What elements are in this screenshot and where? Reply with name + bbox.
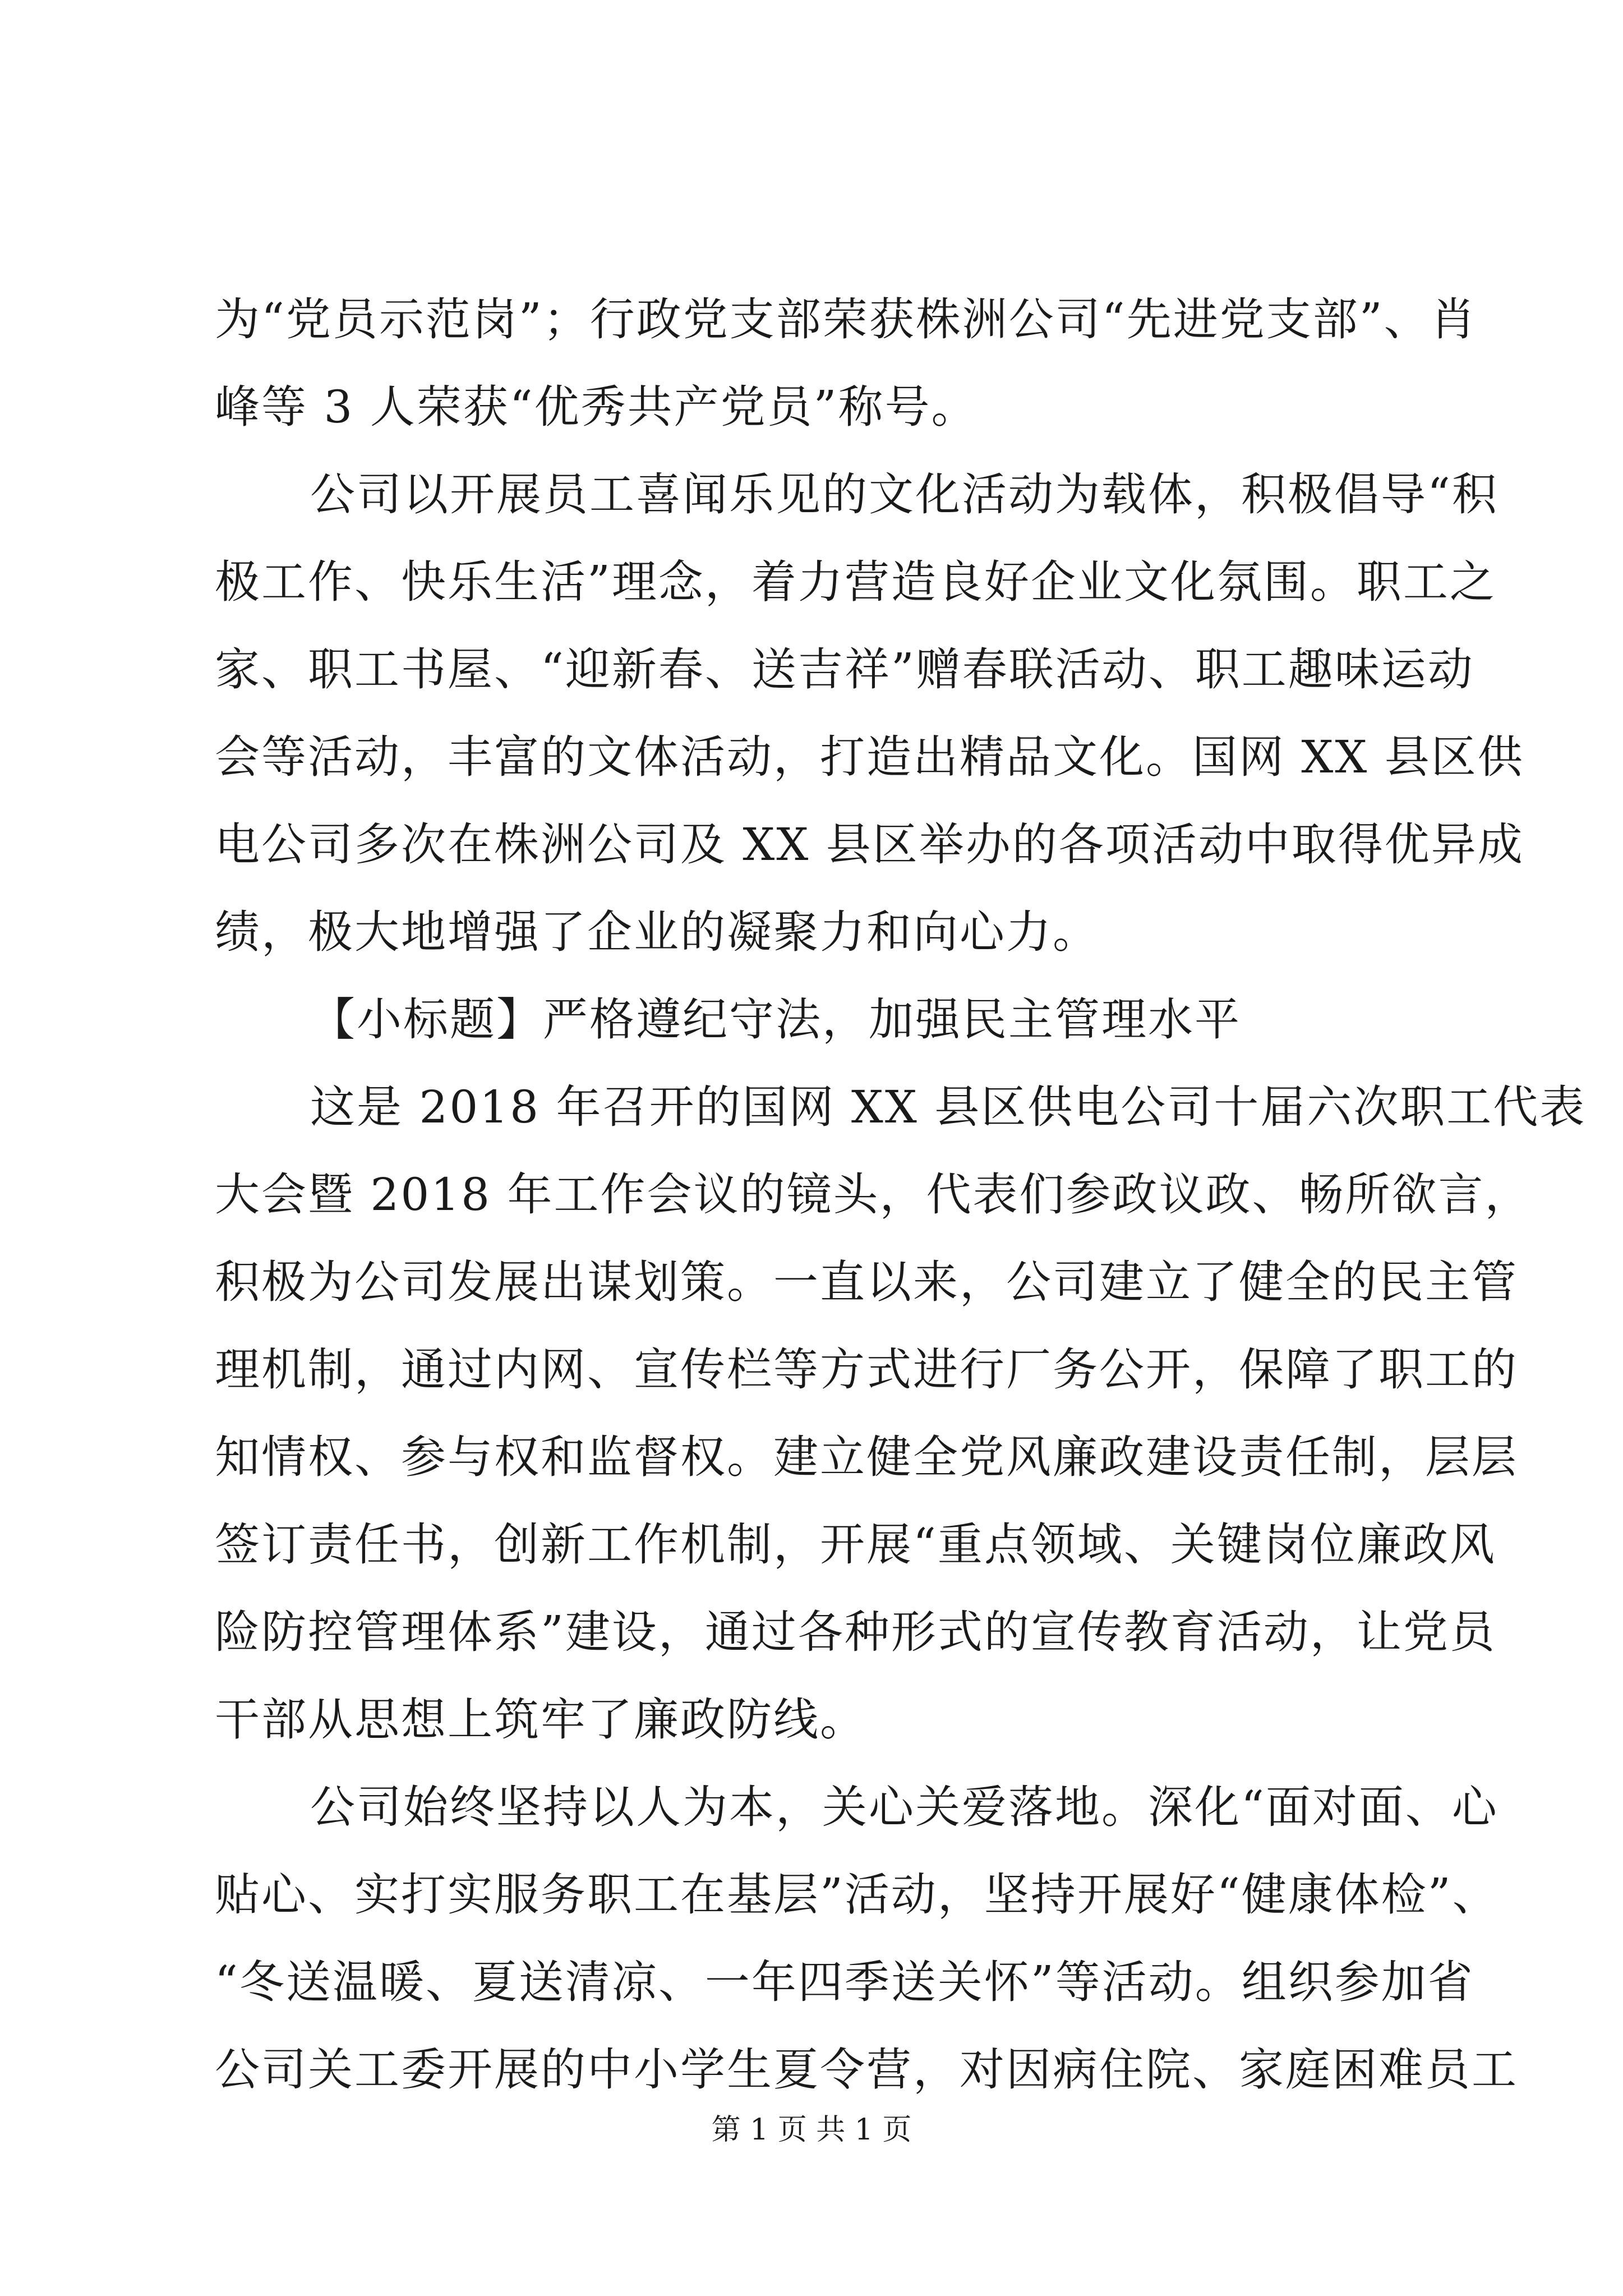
- text-line: 理机制，通过内网、宣传栏等方式进行厂务公开，保障了职工的: [215, 1343, 1518, 1396]
- text-line: 贴心、实打实服务职工在基层”活动，坚持开展好“健康体检”、: [215, 1869, 1499, 1921]
- paragraph-start-line: 公司以开展员工喜闻乐见的文化活动为载体，积极倡导“积: [310, 468, 1498, 521]
- text-line: 会等活动，丰富的文体活动，打造出精品文化。国网 XX 县区供: [215, 731, 1524, 783]
- text-line: 签订责任书，创新工作机制，开展“重点领域、关键岗位廉政风: [215, 1519, 1496, 1571]
- page-footer: 第 1 页 共 1 页: [711, 2113, 912, 2147]
- paragraph-start-line: 这是 2018 年召开的国网 XX 县区供电公司十届六次职工代表: [310, 1081, 1587, 1133]
- text-line: 大会暨 2018 年工作会议的镜头，代表们参政议政、畅所欲言，: [215, 1168, 1532, 1221]
- subheading-line: 【小标题】严格遵纪守法，加强民主管理水平: [310, 993, 1241, 1046]
- text-line: “冬送温暖、夏送清凉、一年四季送关怀”等活动。组织参加省: [215, 1956, 1474, 2008]
- text-line: 公司关工委开展的中小学生夏令营，对因病住院、家庭困难员工: [215, 2044, 1518, 2096]
- text-line: 险防控管理体系”建设，通过各种形式的宣传教育活动，让党员: [215, 1606, 1496, 1658]
- text-line: 绩，极大地增强了企业的凝聚力和向心力。: [215, 906, 1099, 958]
- text-line: 积极为公司发展出谋划策。一直以来，公司建立了健全的民主管: [215, 1256, 1518, 1308]
- text-line: 干部从思想上筑牢了廉政防线。: [215, 1694, 866, 1746]
- text-line: 为“党员示范岗”；行政党支部荣获株洲公司“先进党支部”、肖: [215, 293, 1477, 346]
- text-line: 家、职工书屋、“迎新春、送吉祥”赠春联活动、职工趣味运动: [215, 643, 1474, 696]
- text-line: 知情权、参与权和监督权。建立健全党风廉政建设责任制，层层: [215, 1431, 1518, 1483]
- paragraph-start-line: 公司始终坚持以人为本，关心关爱落地。深化“面对面、心: [310, 1781, 1498, 1833]
- text-line: 电公司多次在株洲公司及 XX 县区举办的各项活动中取得优异成: [215, 818, 1524, 871]
- text-line: 极工作、快乐生活”理念，着力营造良好企业文化氛围。职工之: [215, 556, 1496, 608]
- text-line: 峰等 3 人荣获“优秀共产党员”称号。: [215, 381, 978, 433]
